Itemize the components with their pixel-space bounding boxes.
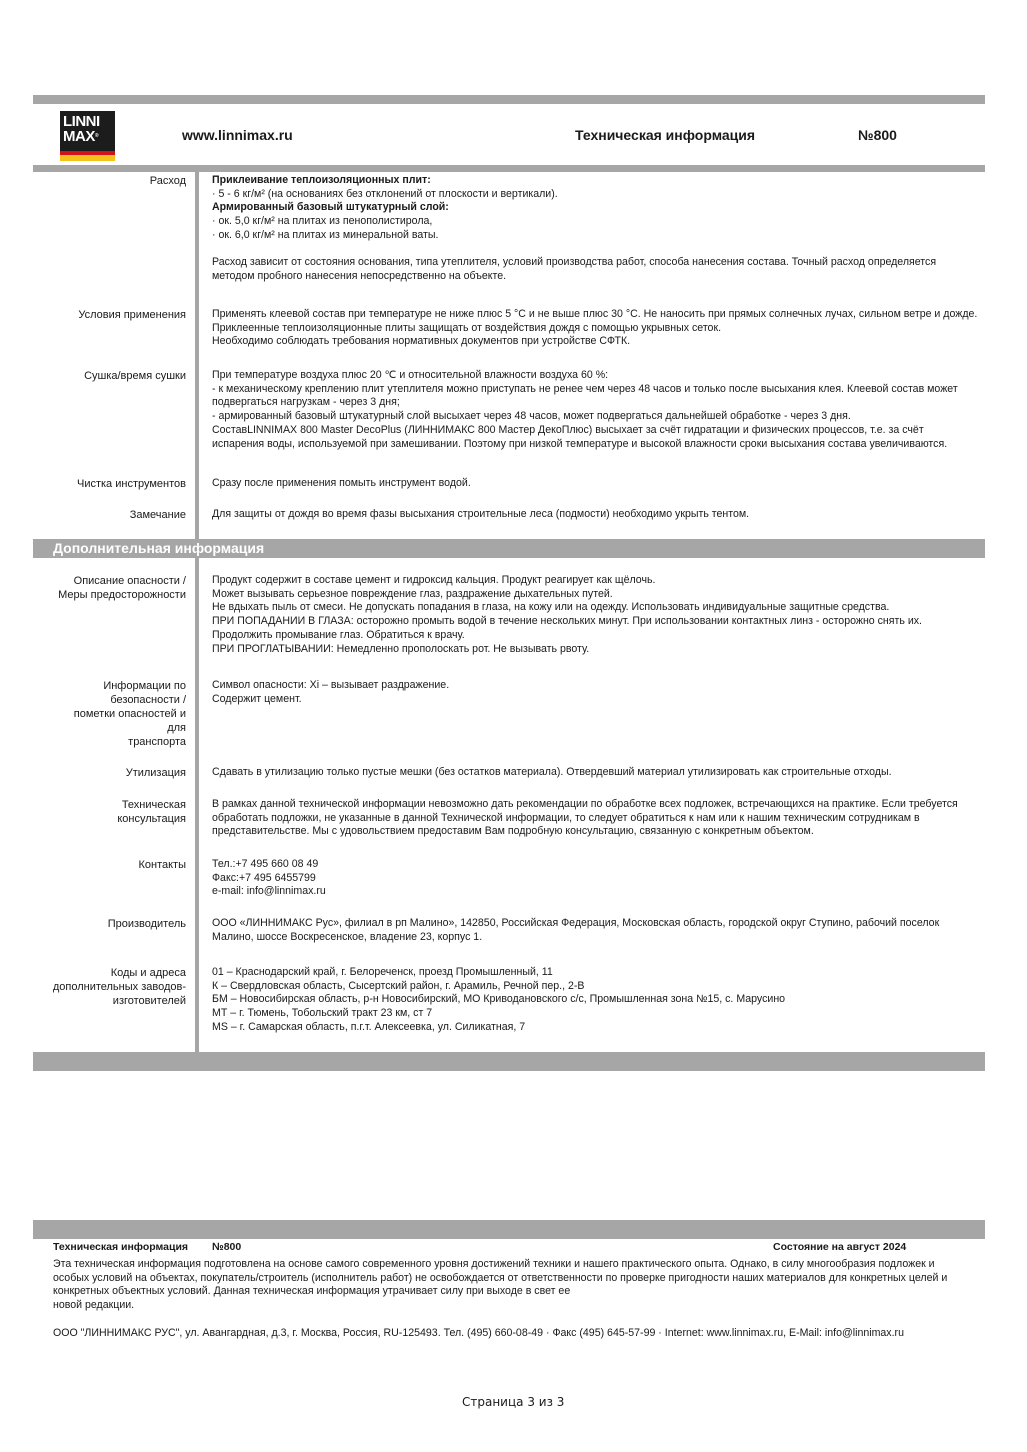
row-label-line: Меры предосторожности: [58, 589, 186, 601]
value-line: Сдавать в утилизацию только пустые мешки (без остатков материала). Отвердевший материал утилизировать как строительные отходы.: [212, 766, 892, 778]
row-value: [212, 508, 987, 522]
value-line: обработать подложки, не указанные в данной Технической информации, то следует обратиться к нам или к нашим техническим сотрудникам в: [212, 811, 920, 824]
row-value: [212, 679, 987, 706]
row-label: [36, 308, 186, 322]
row-label: [36, 574, 186, 602]
value-line[interactable]: e-mail: info@linnimax.ru: [212, 885, 326, 898]
value-line: представительстве. Мы с удовольствием предоставим Вам подробную консультацию, связанную с конкретным объектом.: [212, 825, 814, 838]
header-bottom-bar: [33, 165, 985, 172]
disclaimer-line: новой редакции.: [53, 1299, 135, 1312]
footer-status-date: Состояние на август 2024: [773, 1241, 907, 1253]
value-line: ПРИ ПОПАДАНИИ В ГЛАЗА: осторожно промыть водой в течение нескольких минут. При использовании контактных линз - осторожно снять их.: [212, 615, 922, 628]
value-line: Расход зависит от состояния основания, типа утеплителя, условий производства работ, способа нанесения состава. Точный расход определяется: [212, 256, 937, 269]
value-line: СоставLINNIMAX 800 Master DecoPlus (ЛИННИМАКС 800 Мастер ДекоПлюс) высыхает за счёт гидратации и физических процессов, т.е. за счёт: [212, 423, 924, 436]
value-subheading: Армированный базовый штукатурный слой:: [212, 201, 449, 214]
row-label-line: Контакты: [138, 859, 186, 871]
value-line: - армированный базовый штукатурный слой высыхает через 48 часов, может подвергаться дальнейшей обработке - через 3 дня.: [212, 410, 851, 423]
row-label: [36, 174, 186, 188]
disclaimer-line: конкретных объектных условий. Данная техническая информация утрачивает силу при выходе в свет ее: [53, 1285, 571, 1298]
value-line: К – Свердловская область, Сысертский район, г. Арамиль, Речной пер., 2-В: [212, 979, 585, 992]
value-line: · ок. 5,0 кг/м² на плитах из пенополистирола,: [212, 215, 433, 228]
row-label-line: Чистка инструментов: [76, 478, 186, 490]
value-line: МТ – г. Тюмень, Тобольский тракт 23 км, ст 7: [212, 1007, 433, 1020]
value-line: Факс:+7 495 6455799: [212, 871, 316, 884]
row-label: [36, 679, 186, 749]
row-label-line: Замечание: [129, 509, 186, 521]
value-line: Продукт содержит в составе цемент и гидроксид кальция. Продукт реагирует как щёлочь.: [212, 574, 656, 586]
row-label-line: Описание опасности /: [73, 575, 186, 587]
value-line: [212, 243, 987, 257]
flag-stripe-gold: [60, 155, 115, 161]
value-line: Тел.:+7 495 660 08 49: [212, 858, 319, 870]
header-website[interactable]: www.linnimax.ru: [182, 127, 293, 143]
value-line: - к механическому креплению плит утеплителя можно приступать не ренее чем через 48 часов и только после высыхания клея. Клеевой состав может: [212, 382, 958, 395]
row-label: [36, 917, 186, 931]
row-label-line: безопасности /: [110, 694, 186, 706]
header-top-bar: [33, 95, 985, 104]
row-label: [36, 369, 186, 383]
row-label-line: Расход: [149, 175, 186, 187]
row-label-line: Коды и адреса: [110, 967, 186, 979]
column-divider: [195, 172, 199, 539]
row-label: [36, 966, 186, 1008]
value-subheading: Приклеивание теплоизоляционных плит:: [212, 174, 431, 186]
row-label: [36, 766, 186, 780]
registered-mark: ®: [94, 133, 99, 139]
value-line: Применять клеевой состав при температуре не ниже плюс 5 °С и не выше плюс 30 °С. Не наносить при прямых солнечных лучах, сильном ветре и дожде.: [212, 308, 978, 320]
value-line: В рамках данной технической информации невозможно дать рекомендации по обработке всех подложек, встречающихся на практике. Если требуется: [212, 798, 958, 810]
row-label: [36, 798, 186, 826]
row-label: [36, 508, 186, 522]
table-end-bar: [33, 1052, 985, 1071]
value-line: методом пробного нанесения непосредственно на объекте.: [212, 269, 507, 282]
disclaimer-line: особых условий на объектах, покупатель/строитель (исполнитель работ) не освобождается от ответственности по проверке пригодности наших материалов для конкретных целей и: [53, 1271, 948, 1284]
value-line: · 5 - 6 кг/м² (на основаниях без отклонений от плоскости и вертикали).: [212, 187, 558, 200]
linnimax-logo: [60, 111, 115, 161]
value-line: Может вызывать серьезное повреждение глаз, раздражение дыхательных путей.: [212, 587, 613, 600]
header-doc-number: №800: [858, 127, 897, 143]
row-label-line: Сушка/время сушки: [84, 370, 186, 382]
row-label-line: изготовителей: [112, 995, 186, 1007]
footer-company-address: ООО "ЛИННИМАКС РУС", ул. Авангардная, д.3, г. Москва, Россия, RU-125493. Тел. (495) 660-08-49 · Факс (495) 645-57-99 · Internet: www.linnimax.ru, E-Mail: info@linnimax.ru: [53, 1327, 904, 1339]
row-label-line: консультация: [117, 813, 186, 825]
value-line: Не вдыхать пыль от смеси. Не допускать попадания в глаза, на кожу или на одежду. Использовать индивидуальные защитные средства.: [212, 601, 890, 614]
value-line: ПРИ ПРОГЛАТЫВАНИИ: Немедленно прополоскать рот. Не вызывать рвоту.: [212, 642, 590, 655]
value-line: Сразу после применения помыть инструмент водой.: [212, 477, 471, 489]
value-line: · ок. 6,0 кг/м² на плитах из минеральной ваты.: [212, 228, 439, 241]
footer-doc-number: №800: [212, 1241, 242, 1253]
row-label-line: Условия применения: [78, 309, 186, 321]
row-value: [212, 174, 987, 284]
value-line: испарения воды, используемой при замешивании. Поэтому при низкой температуре и высокой влажности сроки высыхания состава увеличиваются.: [212, 437, 948, 450]
value-line: подвергаться нагрузкам - через 3 дня;: [212, 396, 400, 409]
row-value: [212, 477, 987, 491]
column-divider: [195, 558, 199, 1052]
footer-title: Техническая информация: [53, 1241, 189, 1253]
logo-text-line1: LINNI: [63, 113, 100, 130]
row-label-line: дополнительных заводов-: [52, 981, 186, 993]
page-number: Страница 3 из 3: [462, 1395, 565, 1409]
value-line: БМ – Новосибирская область, р-н Новосибирский, МО Криводановского с/с, Промышленная зона №15, с. Марусино: [212, 993, 786, 1006]
row-label-line: Техническая: [121, 799, 186, 811]
row-value: [212, 858, 987, 899]
row-label-line: транспорта: [128, 736, 186, 748]
disclaimer-line: Эта техническая информация подготовлена на основе самого современного уровня достижений техники и нашего практического опыта. Однако, в силу многообразия подложек и: [53, 1258, 935, 1270]
value-line: Приклеенные теплоизоляционные плиты защищать от воздействия дождя с помощью укрывных сеток.: [212, 321, 722, 334]
section-title: Дополнительная информация: [53, 540, 265, 556]
logo-text-line2: MAX: [63, 128, 95, 145]
value-line: ООО «ЛИННИМАКС Рус», филиал в рп Малино», 142850, Российская Федерация, Московская область, городской округ Ступино, рабочий поселок: [212, 917, 940, 929]
value-line: 01 – Краснодарский край, г. Белореченск, проезд Промышленный, 11: [212, 966, 553, 978]
row-label-line: пометки опасностей и: [73, 708, 186, 720]
value-line: Символ опасности: Xi – вызывает раздражение.: [212, 679, 450, 691]
value-line: MS – г. Самарская область, п.г.т. Алексеевка, ул. Силикатная, 7: [212, 1020, 526, 1033]
row-value: [212, 308, 987, 349]
row-label-line: Производитель: [107, 918, 186, 930]
header-title: Техническая информация: [575, 127, 756, 143]
value-line: Содержит цемент.: [212, 692, 302, 705]
row-value: [212, 966, 987, 1035]
row-label: [36, 477, 186, 491]
value-line: Продолжить промывание глаз. Обратиться к врачу.: [212, 628, 465, 641]
row-value: [212, 574, 987, 656]
value-line: Для защиты от дождя во время фазы высыхания строительные леса (подмости) необходимо укрыть тентом.: [212, 508, 750, 520]
value-line: Малино, шоссе Воскресенское, владение 23, корпус 1.: [212, 930, 483, 943]
row-label-line: Информации по: [103, 680, 186, 692]
footer-disclaimer: [53, 1258, 973, 1313]
row-value: [212, 369, 987, 451]
row-value: [212, 798, 987, 839]
row-value: [212, 917, 987, 944]
value-line: Необходимо соблюдать требования нормативных документов при устройстве СФТК.: [212, 335, 631, 348]
row-label: [36, 858, 186, 872]
value-line: При температуре воздуха плюс 20 ℃ и относительной влажности воздуха 60 %:: [212, 369, 609, 381]
row-label-line: Утилизация: [125, 767, 186, 779]
row-value: [212, 766, 987, 780]
footer-bar: [33, 1220, 985, 1239]
row-label-line: для: [167, 722, 186, 734]
